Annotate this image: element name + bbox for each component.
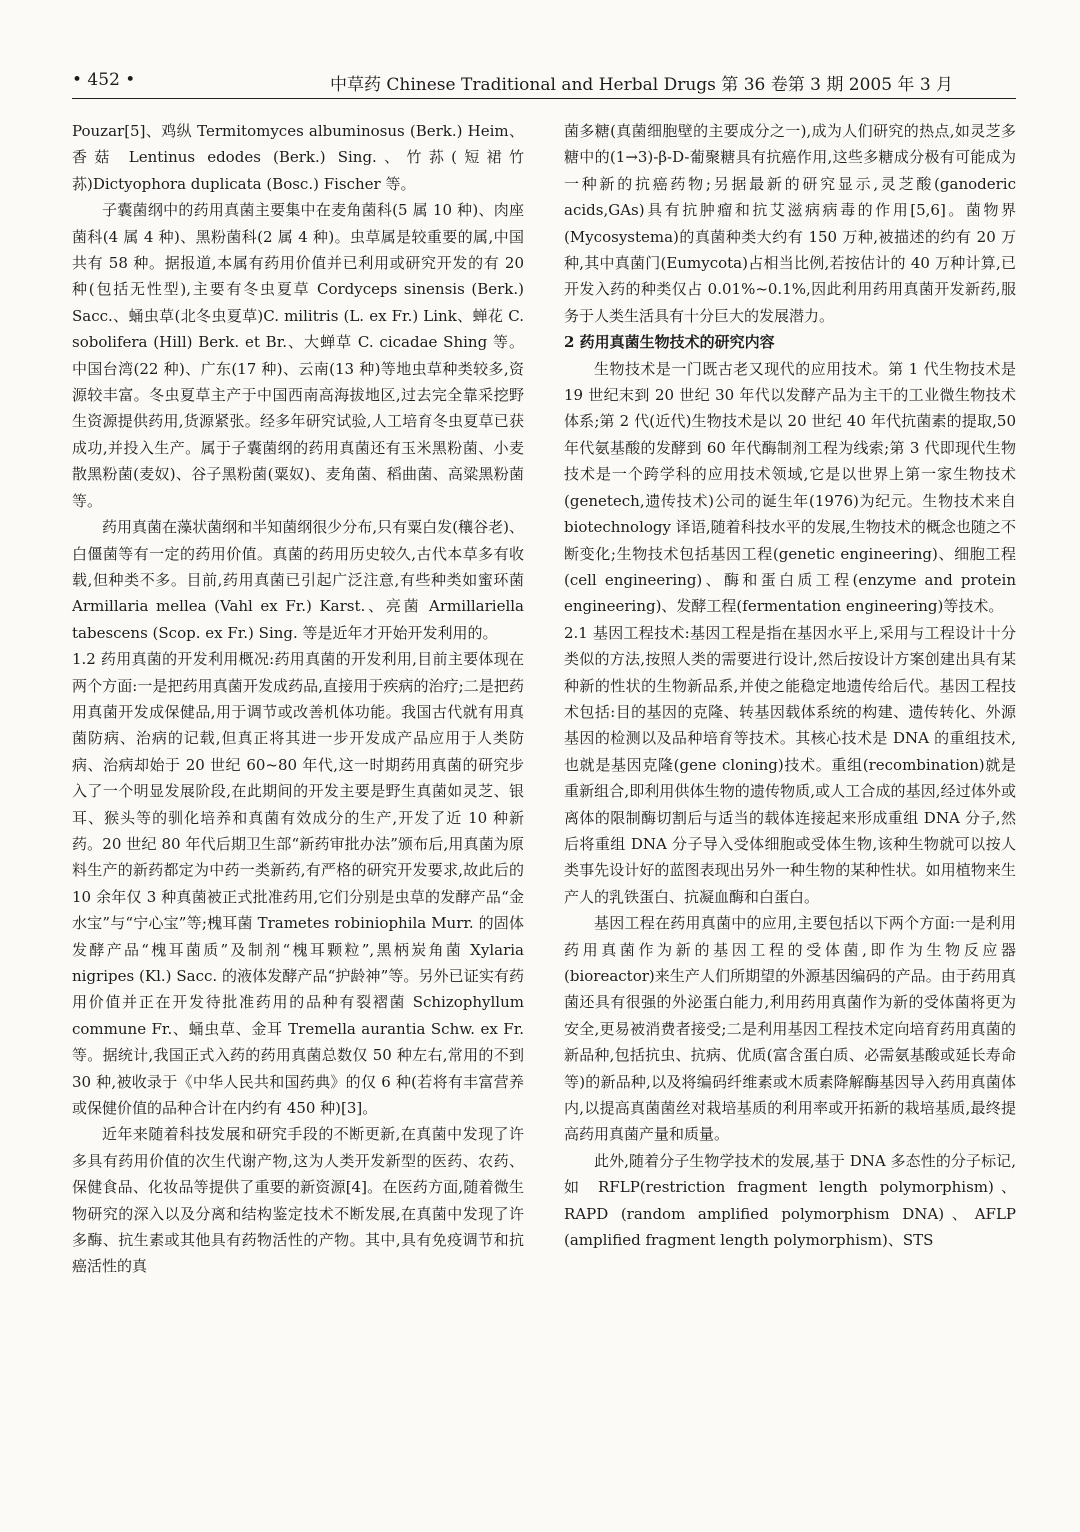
paragraph: Pouzar[5]、鸡纵 Termitomyces albuminosus (Berk.) Heim、香菇 Lentinus edodes (Berk.) Sing.、竹荪(短裙竹荪)Dictyophora duplicata (Bosc.) Fischer 等。	[72, 122, 524, 193]
page-header	[72, 62, 1016, 99]
right-column	[564, 118, 1016, 1253]
page-number: • 452 •	[72, 70, 136, 90]
section-heading: 2 药用真菌生物技术的研究内容	[564, 333, 775, 352]
paragraph: 子囊菌纲中的药用真菌主要集中在麦角菌科(5 属 10 种)、肉座菌科(4 属 4 种)、黑粉菌科(2 属 4 种)。虫草属是较重要的属,中国共有 58 种。据报道,本属有药用价值并已利用或研究开发的有 20 种(包括无性型),主要有冬虫夏草 Cordyceps sinensis (Berk.) Sacc.、蛹虫草(北冬虫夏草)C. militris (L. ex Fr.) Link、蝉花 C. sobolifera (Hill) Berk. et Br.、大蝉草 C. cicadae Shing 等。中国台湾(22 种)、广东(17 种)、云南(13 种)等地虫草种类较多,资源较丰富。冬虫夏草主产于中国西南高海拔地区,过去完全靠采挖野生资源提供药用,货源紧张。经多年研究试验,人工培育冬虫夏草已获成功,并投入生产。属于子囊菌纲的药用真菌还有玉米黑粉菌、小麦散黑粉菌(麦奴)、谷子黑粉菌(粟奴)、麦角菌、稻曲菌、高粱黑粉菌等。	[72, 201, 524, 510]
left-column	[72, 118, 524, 1280]
journal-title: 中草药 Chinese Traditional and Herbal Drugs 第 36 卷第 3 期 2005 年 3 月	[330, 75, 954, 95]
section-1-2-paragraph: 1.2 药用真菌的开发利用概况:药用真菌的开发利用,目前主要体现在两个方面:一是把药用真菌开发成药品,直接用于疾病的治疗;二是把药用真菌开发成保健品,用于调节或改善机体功能。我国古代就有用真菌防病、治病的记载,但真正将其进一步开发成产品应用于人类防病、治病却始于 20 世纪 60~80 年代,这一时期药用真菌的研究步入了一个明显发展阶段,在此期间的开发主要是野生真菌如灵芝、银耳、猴头等的驯化培养和真菌有效成分的生产,开发了近 10 种新药。20 世纪 80 年代后期卫生部“新药审批办法”颁布后,用真菌为原料生产的新药都定为中药一类新药,有严格的研究开发要求,故此后的 10 余年仅 3 种真菌被正式批准药用,它们分别是虫草的发酵产品“金水宝”与“宁心宝”等;槐耳菌 Trametes robiniophila Murr. 的固体发酵产品“槐耳菌质”及制剂“槐耳颗粒”,黑柄炭角菌 Xylaria nigripes (Kl.) Sacc. 的液体发酵产品“护龄神”等。另外已证实有药用价值并正在开发待批准药用的品种有裂褶菌 Schizophyllum commune Fr.、蛹虫草、金耳 Tremella aurantia Schw. ex Fr. 等。据统计,我国正式入药的药用真菌总数仅 50 种左右,常用的不到 30 种,被收录于《中华人民共和国药典》的仅 6 种(若将有丰富营养或保健价值的品种合计在内约有 450 种)[3]。	[72, 650, 525, 1118]
section-2-1-paragraph: 2.1 基因工程技术:基因工程是指在基因水平上,采用与工程设计十分类似的方法,按照人类的需要进行设计,然后按设计方案创建出具有某种新的性状的生物新品系,并使之能稳定地遗传给后代。基因工程技术包括:目的基因的克隆、转基因载体系统的构建、遗传转化、外源基因的检测以及品种培育等技术。其核心技术是 DNA 的重组技术,也就是基因克隆(gene cloning)技术。重组(recombination)就是重新组合,即利用供体生物的遗传物质,或人工合成的基因,经过体外或离体的限制酶切割后与适当的载体连接起来形成重组 DNA 分子,然后将重组 DNA 分子导入受体细胞或受体生物,该种生物就可以按人类事先设计好的蓝图表现出另外一种生物的某种性状。如用植物来生产人的乳铁蛋白、抗凝血酶和白蛋白。	[564, 623, 1016, 906]
paragraph: 菌多糖(真菌细胞壁的主要成分之一),成为人们研究的热点,如灵芝多糖中的(1→3)-β-D-葡聚糖具有抗癌作用,这些多糖成分极有可能成为一种新的抗癌药物;另据最新的研究显示,灵芝酸(ganoderic acids,GAs)具有抗肿瘤和抗艾滋病病毒的作用[5,6]。菌物界(Mycosystema)的真菌种类大约有 150 万种,被描述的约有 20 万种,其中真菌门(Eumycota)占相当比例,若按估计的 40 万种计算,已开发入药的种类仅占 0.01%~0.1%,因此利用药用真菌开发新药,服务于人类生活具有十分巨大的发展潜力。	[564, 122, 1016, 325]
paragraph: 此外,随着分子生物学技术的发展,基于 DNA 多态性的分子标记,如 RFLP(restriction fragment length polymorphism)、RAPD (random amplified polymorphism DNA)、AFLP (amplified fragment length polymorphism)、STS	[564, 1151, 1016, 1250]
paragraph: 生物技术是一门既古老又现代的应用技术。第 1 代生物技术是 19 世纪末到 20 世纪 30 年代以发酵产品为主干的工业微生物技术体系;第 2 代(近代)生物技术是以 20 世纪 40 年代抗菌素的提取,50 年代氨基酸的发酵到 60 年代酶制剂工程为线索;第 3 代即现代生物技术是一个跨学科的应用技术领域,它是以世界上第一家生物技术(genetech,遗传技术)公司的诞生年(1976)为纪元。生物技术来自 biotechnology 译语,随着科技水平的发展,生物技术的概念也随之不断变化;生物技术包括基因工程(genetic engineering)、细胞工程(cell engineering)、酶和蛋白质工程(enzyme and protein engineering)、发酵工程(fermentation engineering)等技术。	[564, 359, 1016, 616]
paragraph: 近年来随着科技发展和研究手段的不断更新,在真菌中发现了许多具有药用价值的次生代谢产物,这为人类开发新型的医药、农药、保健食品、化妆品等提供了重要的新资源[4]。在医药方面,随着微生物研究的深入以及分离和结构鉴定技术不断发展,在真菌中发现了许多酶、抗生素或其他具有药物活性的产物。其中,具有免疫调节和抗癌活性的真	[72, 1125, 524, 1276]
paragraph: 基因工程在药用真菌中的应用,主要包括以下两个方面:一是利用药用真菌作为新的基因工程的受体菌,即作为生物反应器(bioreactor)来生产人们所期望的外源基因编码的产品。由于药用真菌还具有很强的外泌蛋白能力,利用药用真菌作为新的受体菌将更为安全,更易被消费者接受;二是利用基因工程技术定向培育药用真菌的新品种,包括抗虫、抗病、优质(富含蛋白质、必需氨基酸或延长寿命等)的新品种,以及将编码纤维素或木质素降解酶基因导入药用真菌体内,以提高真菌菌丝对栽培基质的利用率或开拓新的栽培基质,最终提高药用真菌产量和质量。	[564, 914, 1016, 1144]
paragraph: 药用真菌在藻状菌纲和半知菌纲很少分布,只有粟白发(穰谷老)、白僵菌等有一定的药用价值。真菌的药用历史较久,古代本草多有收载,但种类不多。目前,药用真菌已引起广泛注意,有些种类如蜜环菌 Armillaria mellea (Vahl ex Fr.) Karst.、亮菌 Armillariella tabescens (Scop. ex Fr.) Sing. 等是近年才开始开发利用的。	[72, 518, 524, 642]
